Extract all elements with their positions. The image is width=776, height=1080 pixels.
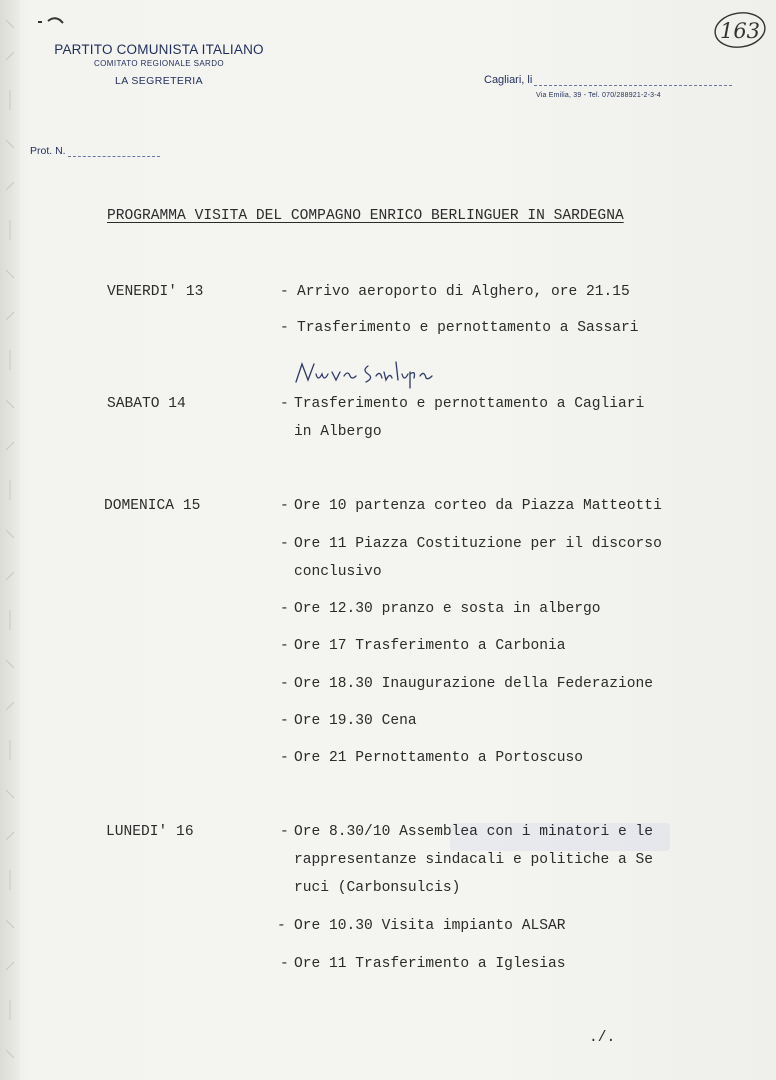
dash-bullet: - xyxy=(280,713,289,729)
page-number-text: 163 xyxy=(719,19,761,43)
dash-bullet: - xyxy=(280,320,289,336)
schedule-line: Ore 19.30 Cena xyxy=(294,713,417,729)
dash-bullet: - xyxy=(280,956,289,972)
ink-mark-icon xyxy=(36,14,66,26)
schedule-line: in Albergo xyxy=(294,424,382,440)
dash-bullet: - xyxy=(280,638,289,654)
schedule-line: Ore 17 Trasferimento a Carbonia xyxy=(294,638,566,654)
schedule-line: Trasferimento e pernottamento a Sassari xyxy=(297,320,639,336)
dash-bullet: - xyxy=(280,601,289,617)
schedule-line: rappresentanze sindacali e politiche a Se xyxy=(294,852,654,868)
dash-bullet: - xyxy=(280,750,289,766)
dash-bullet: - xyxy=(280,536,289,552)
party-name: PARTITO COMUNISTA ITALIANO xyxy=(54,42,264,57)
document-title: PROGRAMMA VISITA DEL COMPAGNO ENRICO BERLINGUER IN SARDEGNA xyxy=(107,208,624,224)
continuation-mark: ./. xyxy=(589,1030,616,1046)
secretariat-name: LA SEGRETERIA xyxy=(114,75,204,87)
address-line: Via Emilia, 39 - Tel. 070/288921-2-3-4 xyxy=(536,92,661,99)
schedule-line: Arrivo aeroporto di Alghero, ore 21.15 xyxy=(297,284,630,300)
day-label-friday: VENERDI' 13 xyxy=(107,284,204,300)
binding-edge xyxy=(0,0,20,1080)
schedule-line: Ore 8.30/10 Assemblea con i minatori e le xyxy=(294,824,654,840)
handwritten-note xyxy=(294,358,444,390)
day-label-sunday: DOMENICA 15 xyxy=(104,498,201,514)
day-label-monday: LUNEDI' 16 xyxy=(106,824,194,840)
schedule-line: Ore 21 Pernottamento a Portoscuso xyxy=(294,750,584,766)
schedule-line: Ore 11 Trasferimento a Iglesias xyxy=(294,956,566,972)
committee-name: COMITATO REGIONALE SARDO xyxy=(93,59,225,68)
page-number-stamp xyxy=(712,10,768,50)
dash-bullet: - xyxy=(280,396,289,412)
schedule-line: Ore 10 partenza corteo da Piazza Matteotti xyxy=(294,498,662,514)
day-label-saturday: SABATO 14 xyxy=(107,396,186,412)
schedule-line: Ore 12.30 pranzo e sosta in albergo xyxy=(294,601,601,617)
circled-number-icon xyxy=(712,10,768,50)
schedule-line: Trasferimento e pernottamento a Cagliari xyxy=(294,396,645,412)
protocol-blank-line xyxy=(68,147,160,157)
date-blank-line xyxy=(534,76,732,86)
schedule-line: Ore 18.30 Inaugurazione della Federazione xyxy=(294,676,654,692)
schedule-line: Ore 10.30 Visita impianto ALSAR xyxy=(294,918,566,934)
dash-bullet: - xyxy=(277,918,286,934)
letterhead xyxy=(54,42,264,87)
place-date-field xyxy=(484,74,732,86)
schedule-line: conclusivo xyxy=(294,564,382,580)
schedule-line: ruci (Carbonsulcis) xyxy=(294,880,461,896)
protocol-label: Prot. N. xyxy=(30,145,66,157)
dash-bullet: - xyxy=(280,824,289,840)
perforation-marks-icon xyxy=(2,0,18,1080)
dash-bullet: - xyxy=(280,284,289,300)
schedule-line: Ore 11 Piazza Costituzione per il discorso xyxy=(294,536,662,552)
dash-bullet: - xyxy=(280,498,289,514)
protocol-field xyxy=(30,145,160,157)
place-label: Cagliari, li xyxy=(484,74,533,86)
dash-bullet: - xyxy=(280,676,289,692)
